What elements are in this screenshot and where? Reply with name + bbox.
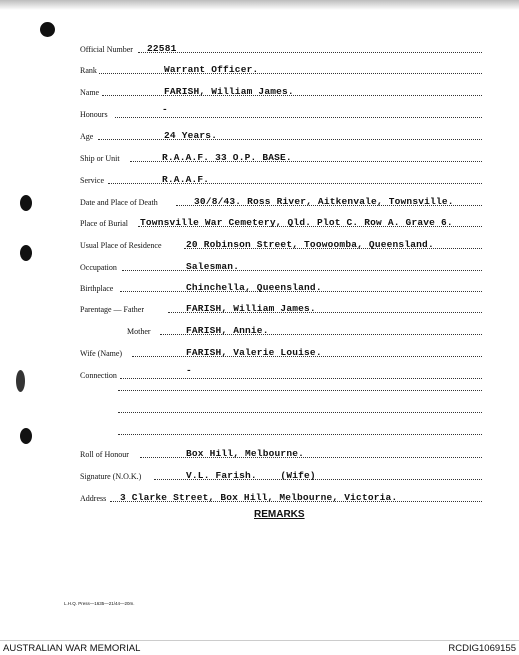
- dotted-rule: [118, 390, 482, 391]
- dotted-rule: [115, 117, 482, 118]
- field-label: Age: [80, 132, 94, 141]
- field-signature: [0, 465, 519, 485]
- field-label: Official Number: [80, 45, 133, 54]
- field-occupation: [0, 256, 519, 276]
- field-value: R.A.A.F. 33 O.P. BASE.: [162, 152, 292, 163]
- field-label: Place of Burial: [80, 219, 128, 228]
- field-roll-of-honour: [0, 443, 519, 463]
- dotted-rule: [120, 378, 482, 379]
- field-label: Date and Place of Death: [80, 198, 158, 207]
- field-value: 3 Clarke Street, Box Hill, Melbourne, Victoria.: [120, 492, 398, 503]
- field-label: Parentage — Father: [80, 305, 144, 314]
- field-label: Signature (N.O.K.): [80, 472, 142, 481]
- field-value: Salesman.: [186, 261, 240, 272]
- punch-hole: [20, 428, 32, 444]
- field-label: Usual Place of Residence: [80, 241, 162, 250]
- field-label: Birthplace: [80, 284, 114, 293]
- field-value: 30/8/43. Ross River, Aitkenvale, Townsville.: [194, 196, 454, 207]
- footer-institution: AUSTRALIAN WAR MEMORIAL: [3, 643, 141, 654]
- field-value: 24 Years.: [164, 130, 218, 141]
- field-value: R.A.A.F.: [162, 174, 210, 185]
- scan-edge: [0, 0, 519, 10]
- field-value: Box Hill, Melbourne.: [186, 448, 305, 459]
- dotted-rule: [98, 139, 482, 140]
- remarks-heading: REMARKS: [254, 509, 305, 520]
- field-label: Wife (Name): [80, 349, 123, 358]
- printer-imprint: L.H.Q. Press—1635—21/44—20m.: [64, 601, 135, 606]
- field-ship-or-unit: [0, 147, 519, 167]
- field-label: Service: [80, 176, 104, 185]
- field-label: Name: [80, 88, 100, 97]
- field-value: FARISH, William James.: [186, 303, 316, 314]
- field-label: Roll of Honour: [80, 450, 129, 459]
- field-wife: [0, 342, 519, 362]
- field-burial: [0, 212, 519, 232]
- field-rank: [0, 59, 519, 79]
- field-honours: [0, 103, 519, 123]
- field-label: Ship or Unit: [80, 154, 120, 163]
- field-value: V.L. Farish. (Wife): [186, 470, 316, 481]
- dotted-rule: [138, 52, 482, 53]
- field-value: Warrant Officer.: [164, 64, 259, 75]
- field-death: [0, 191, 519, 211]
- field-value: 20 Robinson Street, Toowoomba, Queensland.: [186, 239, 434, 250]
- field-value: -: [186, 365, 192, 376]
- field-label: Address: [80, 494, 107, 503]
- field-value: Townsville War Cemetery, Qld. Plot C. Row A. Grave 6.: [140, 217, 453, 228]
- field-address: [0, 487, 519, 507]
- field-official-number: [0, 38, 519, 58]
- field-label: Occupation: [80, 263, 117, 272]
- field-label: Connection: [80, 371, 117, 380]
- punch-hole: [40, 22, 55, 37]
- field-label: Rank: [80, 66, 97, 75]
- field-label: Honours: [80, 110, 108, 119]
- field-birthplace: [0, 277, 519, 297]
- field-name: [0, 81, 519, 101]
- field-value: FARISH, Valerie Louise.: [186, 347, 322, 358]
- dotted-rule: [99, 73, 482, 74]
- dotted-rule: [118, 412, 482, 413]
- dotted-rule: [122, 270, 482, 271]
- footer-reference: RCDIG1069155: [448, 643, 516, 654]
- field-residence: [0, 234, 519, 254]
- field-mother: [0, 320, 519, 340]
- field-label: Mother: [127, 327, 151, 336]
- field-connection: [0, 364, 519, 384]
- field-value: 22581: [147, 43, 177, 54]
- field-value: Chinchella, Queensland.: [186, 282, 322, 293]
- archive-footer: [0, 640, 519, 655]
- field-service: [0, 169, 519, 189]
- dotted-rule: [118, 434, 482, 435]
- field-age: [0, 125, 519, 145]
- field-father: [0, 298, 519, 318]
- field-value: FARISH, Annie.: [186, 325, 269, 336]
- field-value: FARISH, William James.: [164, 86, 294, 97]
- field-value: -: [162, 104, 168, 115]
